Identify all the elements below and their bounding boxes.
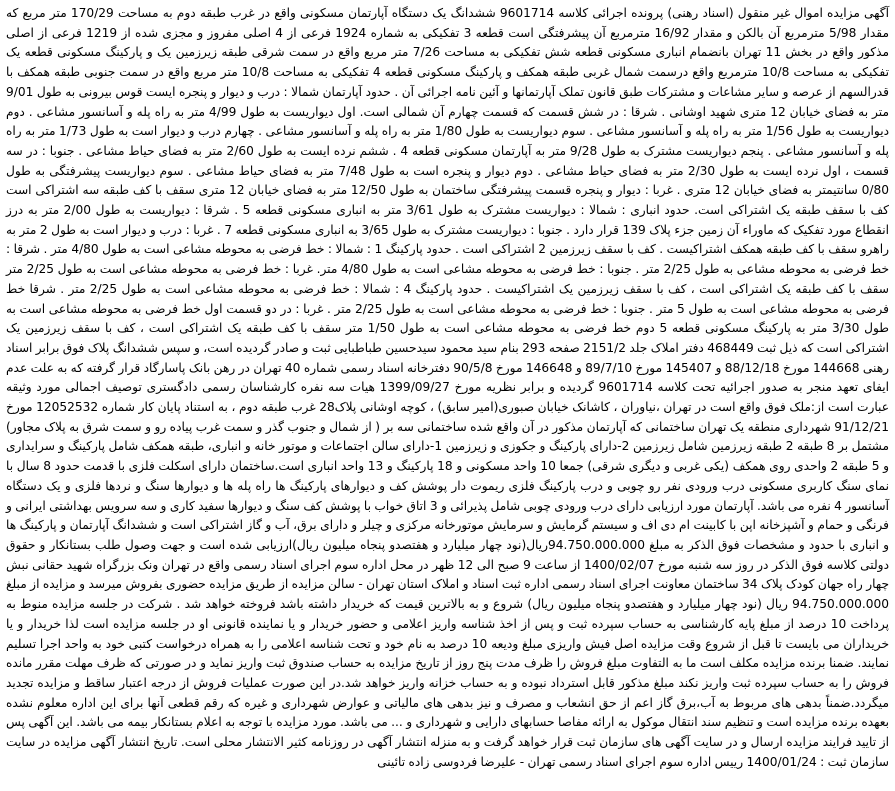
auction-notice-text: آگهی مزایده اموال غیر منقول (اسناد رهنی) پرونده اجرائی کلاسه 9601714 ششدانگ یک دستگاه آپارتمان مسکونی واقع در غرب طبقه دوم به مساحت 170/29 متر مربع که مقدار 5/98 مترمربع آن بالکن و مقدار 16/92 مترمربع آن پیشرفتگی است قطعه 3 تفکیکی به شماره 1924 فرعی از 4 اصلی مفروز و مجزی شده از 1219 فرعی از اصلی مذکور واقع در بخش 11 تهران بانضمام انباری مسکونی قطعه شش تفکیکی به مساحت 7/26 متر مربع واقع در سمت شرقی طبقه زیرزمین یک و پارکینگ مسکونی قطعه یک تفکیکی به مساحت 10/8 مترمربع واقع درسمت شمال غربی طبقه همکف و پارکینگ مسکونی قطعه 4 تفکیکی به مساحت 10/8 متر مربع واقع در سمت جنوبی طبقه همکف با قدرالسهم از عرصه و سایر مشاعات و مشترکات طبق قانون تملک آپارتمانها و آئین نامه اجرائی آن . حدود آپارتمان شمالا : درب و دیوار و پنجره ایست قوس بیرونی به طول 9/01 متر به فضای خیابان 12 متری شهید اوشانی . شرقا : در شش قسمت که قسمت چهارم آن شمالی است. اول دیواریست به طول 4/99 متر به راه پله و آسانسور مشاعی . دوم دیواریست به طول 1/56 متر به راه پله و آسانسور مشاعی . سوم دیواریست به طول 1/80 متر به راه پله و آسانسور مشاعی . چهارم درب و دیوار است به طول 1/73 متر به راه پله و آسانسور مشاعی . پنجم دیواریست مشترک به طول 9/28 متر به آپارتمان مسکونی قطعه 4 . ششم نرده ایست به طول 2/60 متر به فضای حیاط مشاعی . جنوبا : در سه قسمت ، اول نرده ایست به طول 2/30 متر به فضای حیاط مشاعی . دوم دیوار و پنجره است به طول 7/48 متر به فضای حیاط مشاعی . سوم دیواریست پیشرفتگی به طول 0/80 سانتیمتر به فضای خیابان 12 متری . غربا : دیوار و پنجره قسمت پیشرفتگی ساختمان به طول 12/50 متر به فضای خیابان 12 متری سقف با کف طبقه سه اشتراکی است کف با سقف طبقه یک اشتراکی است. حدود انباری : شمالا : دیواریست مشترک به طول 3/61 متر به انباری مسکونی قطعه 5 . شرقا : دیواریست به طول 2/00 متر به درز انقطاع مورد تفکیک که ماوراء آن زمین جزء پلاک 139 قرار دارد . جنوبا : دیواریست مشترک به طول 3/65 به انباری مسکونی قطعه 7 . غربا : درب و دیوار است به طول 2 متر به راهرو سقف با کف طبقه همکف اشتراکیست . کف با سقف زیرزمین 2 اشتراکی است . حدود پارکینگ 1 : شمالا : خط فرضی به محوطه مشاعی است به طول 4/80 متر . شرقا : خط فرضی به محوطه مشاعی به طول 2/25 متر . جنوبا : خط فرضی به محوطه مشاعی است به طول 4/80 متر. غربا : خط فرضی به محوطه مشاعی است به طول 2/25 متر سقف با کف طبقه یک اشتراکی است ، کف با سقف زیرزمین یک اشتراکیست . حدود پارکینگ 4 : شمالا : خط فرضی به محوطه مشاعی است به طول 2/25 متر . شرقا خط فرضی به محوطه مشاعی است به طول 5 متر . جنوبا : خط فرضی به محوطه مشاعی است به طول 2/25 متر . غربا : در دو قسمت اول خط فرضی به محوطه مشاعی است به طول 3/30 متر به پارکینگ مسکونی قطعه 5 دوم خط فرضی به محوطه مشاعی است به طول 1/50 متر سقف با کف طبقه یک اشتراکی است ، کف با سقف زیرزمین یک اشتراکی است که ذیل ثبت 468449 دفتر املاک جلد 2151/2 صفحه 293 بنام سید محمود سیدحسین طباطبایی ثبت و صادر گردیده است، و سپس ششدانگ پلاک فوق برابر اسناد رهنی 144668 مورخ 88/12/18 و 145407 مورخ 89/7/10 و 146648 مورخ 90/5/8 دفترخانه اسناد رسمی شماره 40 تهران در رهن بانک پاسارگاد قرار گرفته که به علت عدم ایفای تعهد منجر به صدور اجرائیه تحت کلاسه 9601714 گردیده و برابر نظریه مورخ 1399/09/27 هیات سه نفره کارشناسان رسمی دادگستری توصیف اجمالی مورد وثیقه عبارت است از:ملک فوق واقع است در تهران ،نیاوران ، کاشانک خیابان صبوری(امیر سابق) ، کوچه اوشانی پلاک28 غرب طبقه دوم ، به استناد پایان کار شماره 12052532 مورخ 91/12/21 شهرداری منطقه یک تهران ساختمانی که آپارتمان مذکور در آن واقع شده ساختمانی سه بر ( از شمال و جنوب گذر و سمت غرب پیاده رو و سمت شرق به پلاک مجاور) مشتمل بر 8 طبقه 2 طبقه زیرزمین شامل زیرزمین 2-دارای پارکینگ و جکوزی و زیرزمین 1-دارای سالن اجتماعات و موتور خانه و انباری، طبقه همکف شامل پارکینگ و سرایداری و 5 طبقه 2 واحدی روی همکف (یکی غربی و دیگری شرقی) جمعا 10 واحد مسکونی و 18 پارکینگ و 13 واحد انباری است.ساختمان دارای اسکلت فلزی با قدمت حدود 8 سال با نمای سنگ کاربری مسکونی درب ورودی نفر رو چوبی و درب پارکینگ فلزی ریموت دار پوشش کف و دیوارهای پارکینگ ها راه پله ها و دیوارها سنگ و نردها فلزی و یک دستگاه آسانسور 4 نفره می باشد. آپارتمان مورد ارزیابی دارای درب ورودی چوبی شامل پذیرائی و 3 اتاق خواب با پوشش کف سنگ و دیوارها سفید کاری و سه سرویس بهداشتی ایرانی و فرنگی و حمام و آشپزخانه اپن با کابینت ام دی اف و سیستم گرمایش و سرمایش موتورخانه مرکزی و چیلر و دارای برق، آب و گاز اشتراکی است و ششدانگ آپارتمان و پارکینگ ها و انباری با حدود و مشخصات فوق الذکر به مبلغ 94.750.000.000ریال(نود چهار میلیارد و هفتصدو پنجاه میلیون ریال)ارزیابی شده است و جهت وصول طلب بستانکار و حقوق دولتی کلاسه فوق الذکر در روز سه شنبه مورخ 1400/02/07 از ساعت 9 صبح الی 12 ظهر در محل اداره سوم اجرای اسناد رسمی واقع در تهران ونک بزرگراه شهید حقانی نبش چهار راه جهان کودک پلاک 34 ساختمان معاونت اجرای اسناد رسمی اداره ثبت اسناد و املاک استان تهران - سالن مزایده از طریق مزایده حضوری بفروش میرسد و مزایده از مبلغ 94.750.000.000 ریال (نود چهار میلیارد و هفتصدو پنجاه میلیون ریال) شروع و به بالاترین قیمت که خریدار داشته باشد فروخته خواهد شد . شرکت در جلسه مزایده منوط به پرداخت 10 درصد از مبلغ پایه کارشناسی به حساب سپرده ثبت و پس از اخذ شناسه واریز اعلامی و حضور خریدار و یا نماینده قانونی او در جلسه مزایده است لذا خریدار و یا خریداران می بایست تا قبل از شروع وقت مزایده اصل فیش واریزی مبلغ ودیعه 10 درصد به نام خود و تحت شناسه اعلامی را به همراه درخواست کتبی خود به واحد اجرا تسلیم نمایند. ضمنا برنده مزایده مکلف است ما به التفاوت مبلغ فروش را ظرف مدت پنج روز از تاریخ مزایده به حساب صندوق ثبت واریز نماید و در صورتی که ظرف مهلت مقرر مانده فروش را به حساب سپرده ثبت واریز نکند مبلغ مذکور قابل استرداد نبوده و به حساب خزانه واریز خواهد شد.در این صورت عملیات فروش از درجه اعتبار ساقط و مزایده تجدید میگردد.ضمناً بدهی های مربوط به آب،برق گاز اعم از حق انشعاب و مصرف و نیز بدهی های مالیاتی و عوارض شهرداری و غیره که رقم قطعی آنها برای این اداره معلوم نشده بعهده برنده مزایده است و تنظیم سند انتقال موکول به ارائه مفاصا حسابهای دارایی و شهرداری و ... می باشد. مورد مزایده با توجه به اعلام بستانکار بیمه می باشد. این آگهی پس از تایید فرایند مزایده ارسال و در سایت آگهی های سازمان ثبت قرار خواهد گرفت و به منزله انتشار آگهی در روزنامه کثیر الانتشار محلی است. تاریخ انتشار آگهی مزایده در سایت سازمان ثبت : 1400/01/24 رییس اداره سوم اجرای اسناد رسمی تهران - علیرضا فردوسی زاده تائینی bbox=[6, 6, 890, 769]
